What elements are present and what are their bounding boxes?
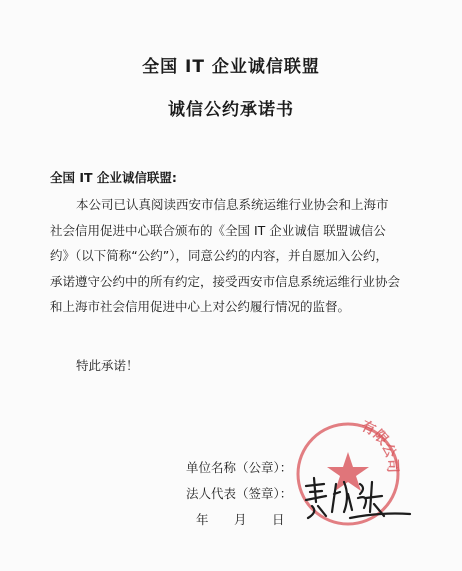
body-line: 约》（以下简称“公约”），同意公约的内容，并自愿加入公约， [50,248,388,263]
addressee: 全国 IT 企业诚信联盟: [50,170,177,185]
legal-representative-label: 法人代表（签章）： [186,486,293,501]
body-paragraph [50,192,412,320]
handwritten-signature-icon [300,472,412,524]
body-line: 本公司已认真阅读西安市信息系统运维行业协会和上海市 [76,197,389,212]
date-month-label: 月 [234,512,247,527]
svg-text:有限公司 [358,418,401,473]
date-day-label: 日 [272,512,285,527]
document-subtitle: 诚信公约承诺书 [168,100,294,120]
date-year-label: 年 [196,512,209,527]
seal-text: 有限公司 [358,418,401,474]
body-line: 社会信用促进中心联合颁布的《全国 IT 企业诚信 联盟诚信公 [50,222,386,238]
document-title: 全国 IT 企业诚信联盟 [142,57,320,77]
body-line: 承诺遵守公约中的所有约定，接受西安市信息系统运维行业协会 [50,273,401,289]
company-seal-label: 单位名称（公章）： [186,460,293,475]
closing-statement: 特此承诺！ [76,358,139,373]
body-line: 和上海市社会信用促进中心上对公约履行情况的监督。 [50,299,351,314]
